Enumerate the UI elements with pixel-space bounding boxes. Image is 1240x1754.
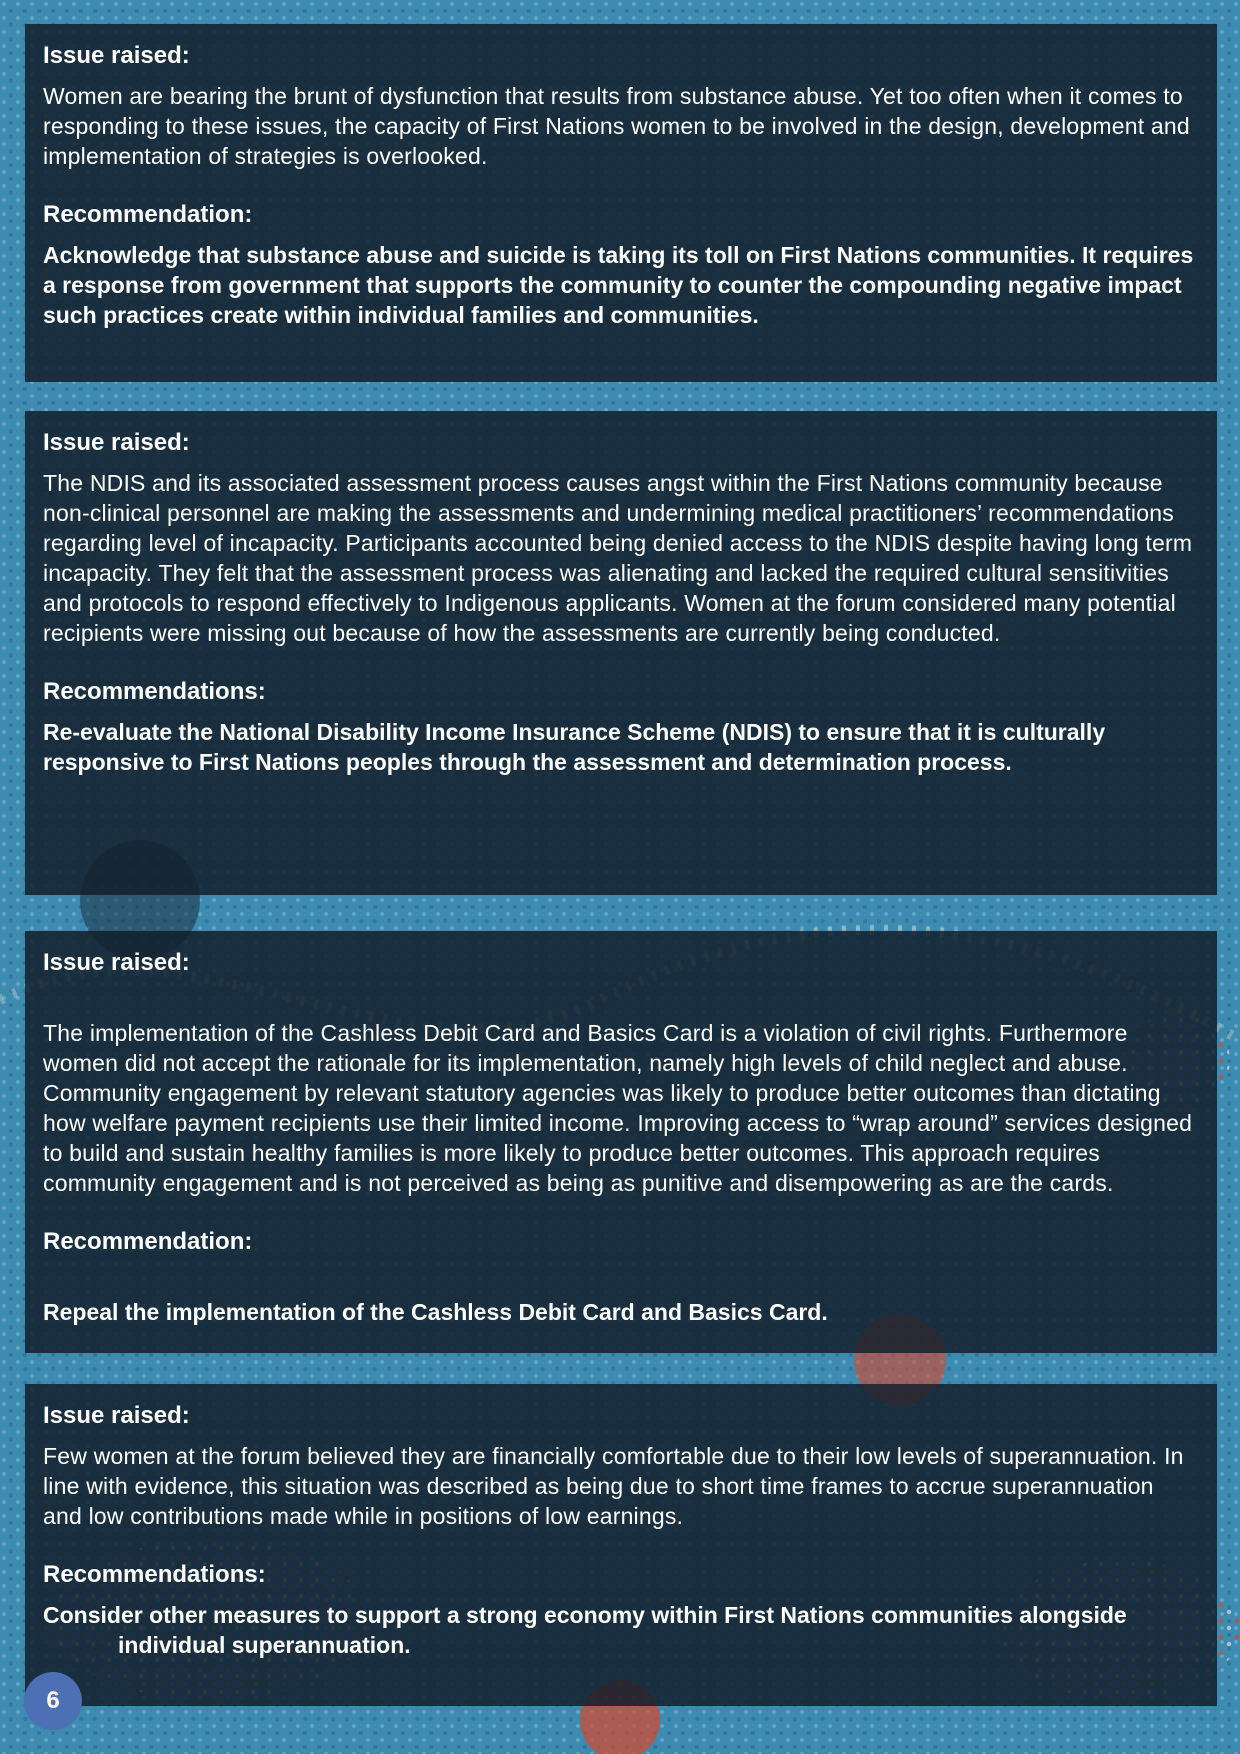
issue-text: Women are bearing the brunt of dysfunction that results from substance abuse. Yet too often when it comes to responding to these issues, the capacity of First Nations women to be involved in the design, development and implementation of strategies is overlooked. — [43, 83, 1190, 169]
issue-text: Few women at the forum believed they are financially comfortable due to their low levels of superannuation. In line with evidence, this situation was described as being due to short time frames to accrue superannuation and low contributions made while in positions of low earnings. — [43, 1443, 1184, 1529]
recommendation-text: Re-evaluate the National Disability Income Insurance Scheme (NDIS) to ensure that it is culturally responsive to First Nations peoples through the assessment and determination process. — [43, 719, 1106, 775]
issue-heading: Issue raised: — [43, 1402, 190, 1429]
issue-heading: Issue raised: — [43, 949, 190, 976]
section-substance-abuse — [25, 24, 1217, 382]
recommendation-text: Consider other measures to support a strong economy within First Nations communities alongside individual superannuation. — [43, 1602, 1127, 1658]
recommendation-heading: Recommendation: — [43, 1228, 253, 1255]
recommendation-text: Acknowledge that substance abuse and suicide is taking its toll on First Nations communities. It requires a response from government that supports the community to counter the compounding negative impact such practices create within individual families and communities. — [43, 242, 1194, 328]
section-cashless-debit-card — [25, 931, 1217, 1353]
section-superannuation — [25, 1384, 1217, 1706]
recommendation-heading: Recommendations: — [43, 1561, 266, 1588]
issue-text: The implementation of the Cashless Debit Card and Basics Card is a violation of civil rights. Furthermore women did not accept the rationale for its implementation, namely high levels of child neglect and abuse. Community engagement by relevant statutory agencies was likely to produce better outcomes than dictating how welfare payment recipients use their limited income. Improving access to “wrap around” services designed to build and sustain healthy families is more likely to produce better outcomes. This approach requires community engagement and is not perceived as being as punitive and disempowering as are the cards. — [43, 1020, 1193, 1196]
issue-heading: Issue raised: — [43, 42, 190, 69]
section-ndis — [25, 411, 1217, 895]
issue-text: The NDIS and its associated assessment process causes angst within the First Nations community because non-clinical personnel are making the assessments and undermining medical practitioners’ recommendations regarding level of incapacity. Participants accounted being denied access to the NDIS despite having long term incapacity. They felt that the assessment process was alienating and lacked the required cultural sensitivities and protocols to respond effectively to Indigenous applicants. Women at the forum considered many potential recipients were missing out because of how the assessments are currently being conducted. — [43, 470, 1193, 646]
page-number-badge: 6 — [24, 1672, 82, 1730]
recommendation-text: Repeal the implementation of the Cashless Debit Card and Basics Card. — [43, 1299, 828, 1325]
recommendation-heading: Recommendations: — [43, 678, 266, 705]
recommendation-heading: Recommendation: — [43, 201, 253, 228]
issue-heading: Issue raised: — [43, 429, 190, 456]
